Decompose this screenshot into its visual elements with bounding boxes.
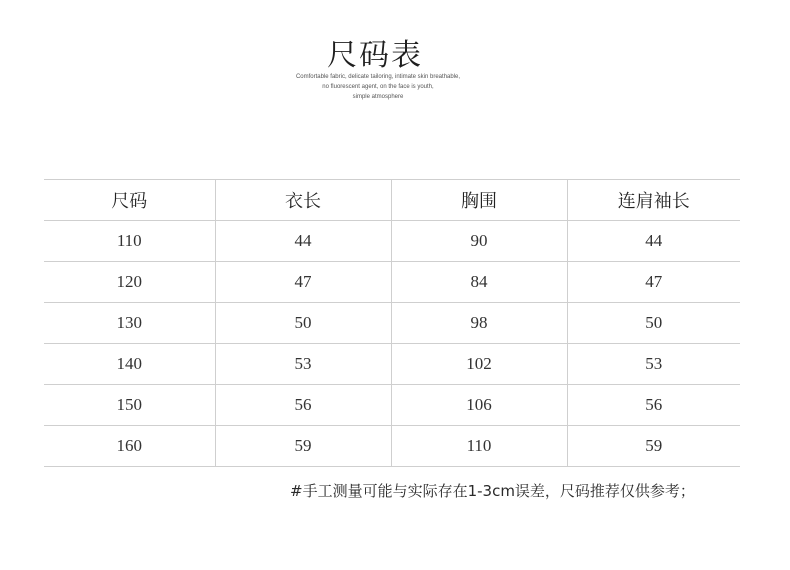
cell-length: 53	[215, 344, 391, 385]
cell-size: 140	[44, 344, 215, 385]
subtitle	[278, 72, 478, 102]
cell-length: 47	[215, 262, 391, 303]
cell-chest: 106	[391, 385, 567, 426]
cell-sleeve: 59	[567, 426, 740, 467]
subtitle-line: simple atmosphere	[352, 94, 404, 100]
subtitle-line: no fluorescent agent, on the face is youth,	[322, 84, 434, 90]
cell-length: 59	[215, 426, 391, 467]
cell-size: 120	[44, 262, 215, 303]
page-title: 尺码表	[327, 38, 423, 73]
cell-sleeve: 47	[567, 262, 740, 303]
cell-chest: 110	[391, 426, 567, 467]
header-chest: 胸围	[391, 180, 567, 221]
cell-chest: 98	[391, 303, 567, 344]
cell-size: 130	[44, 303, 215, 344]
subtitle-line: Comfortable fabric, delicate tailoring, intimate skin breathable,	[295, 74, 461, 80]
cell-chest: 90	[391, 221, 567, 262]
cell-sleeve: 50	[567, 303, 740, 344]
table-row	[44, 303, 740, 344]
header-length: 衣长	[215, 180, 391, 221]
cell-length: 50	[215, 303, 391, 344]
table-row	[44, 426, 740, 467]
cell-chest: 102	[391, 344, 567, 385]
cell-chest: 84	[391, 262, 567, 303]
table-row	[44, 221, 740, 262]
table-row	[44, 385, 740, 426]
cell-sleeve: 56	[567, 385, 740, 426]
measurement-note: #手工测量可能与实际存在1-3cm误差，尺码推荐仅供参考；	[290, 482, 695, 500]
cell-sleeve: 53	[567, 344, 740, 385]
cell-sleeve: 44	[567, 221, 740, 262]
table-row	[44, 344, 740, 385]
header-size: 尺码	[44, 180, 215, 221]
header-sleeve: 连肩袖长	[567, 180, 740, 221]
cell-size: 160	[44, 426, 215, 467]
cell-size: 150	[44, 385, 215, 426]
table-row	[44, 262, 740, 303]
table-header-row	[44, 180, 740, 221]
size-table	[44, 179, 740, 467]
cell-size: 110	[44, 221, 215, 262]
cell-length: 56	[215, 385, 391, 426]
cell-length: 44	[215, 221, 391, 262]
